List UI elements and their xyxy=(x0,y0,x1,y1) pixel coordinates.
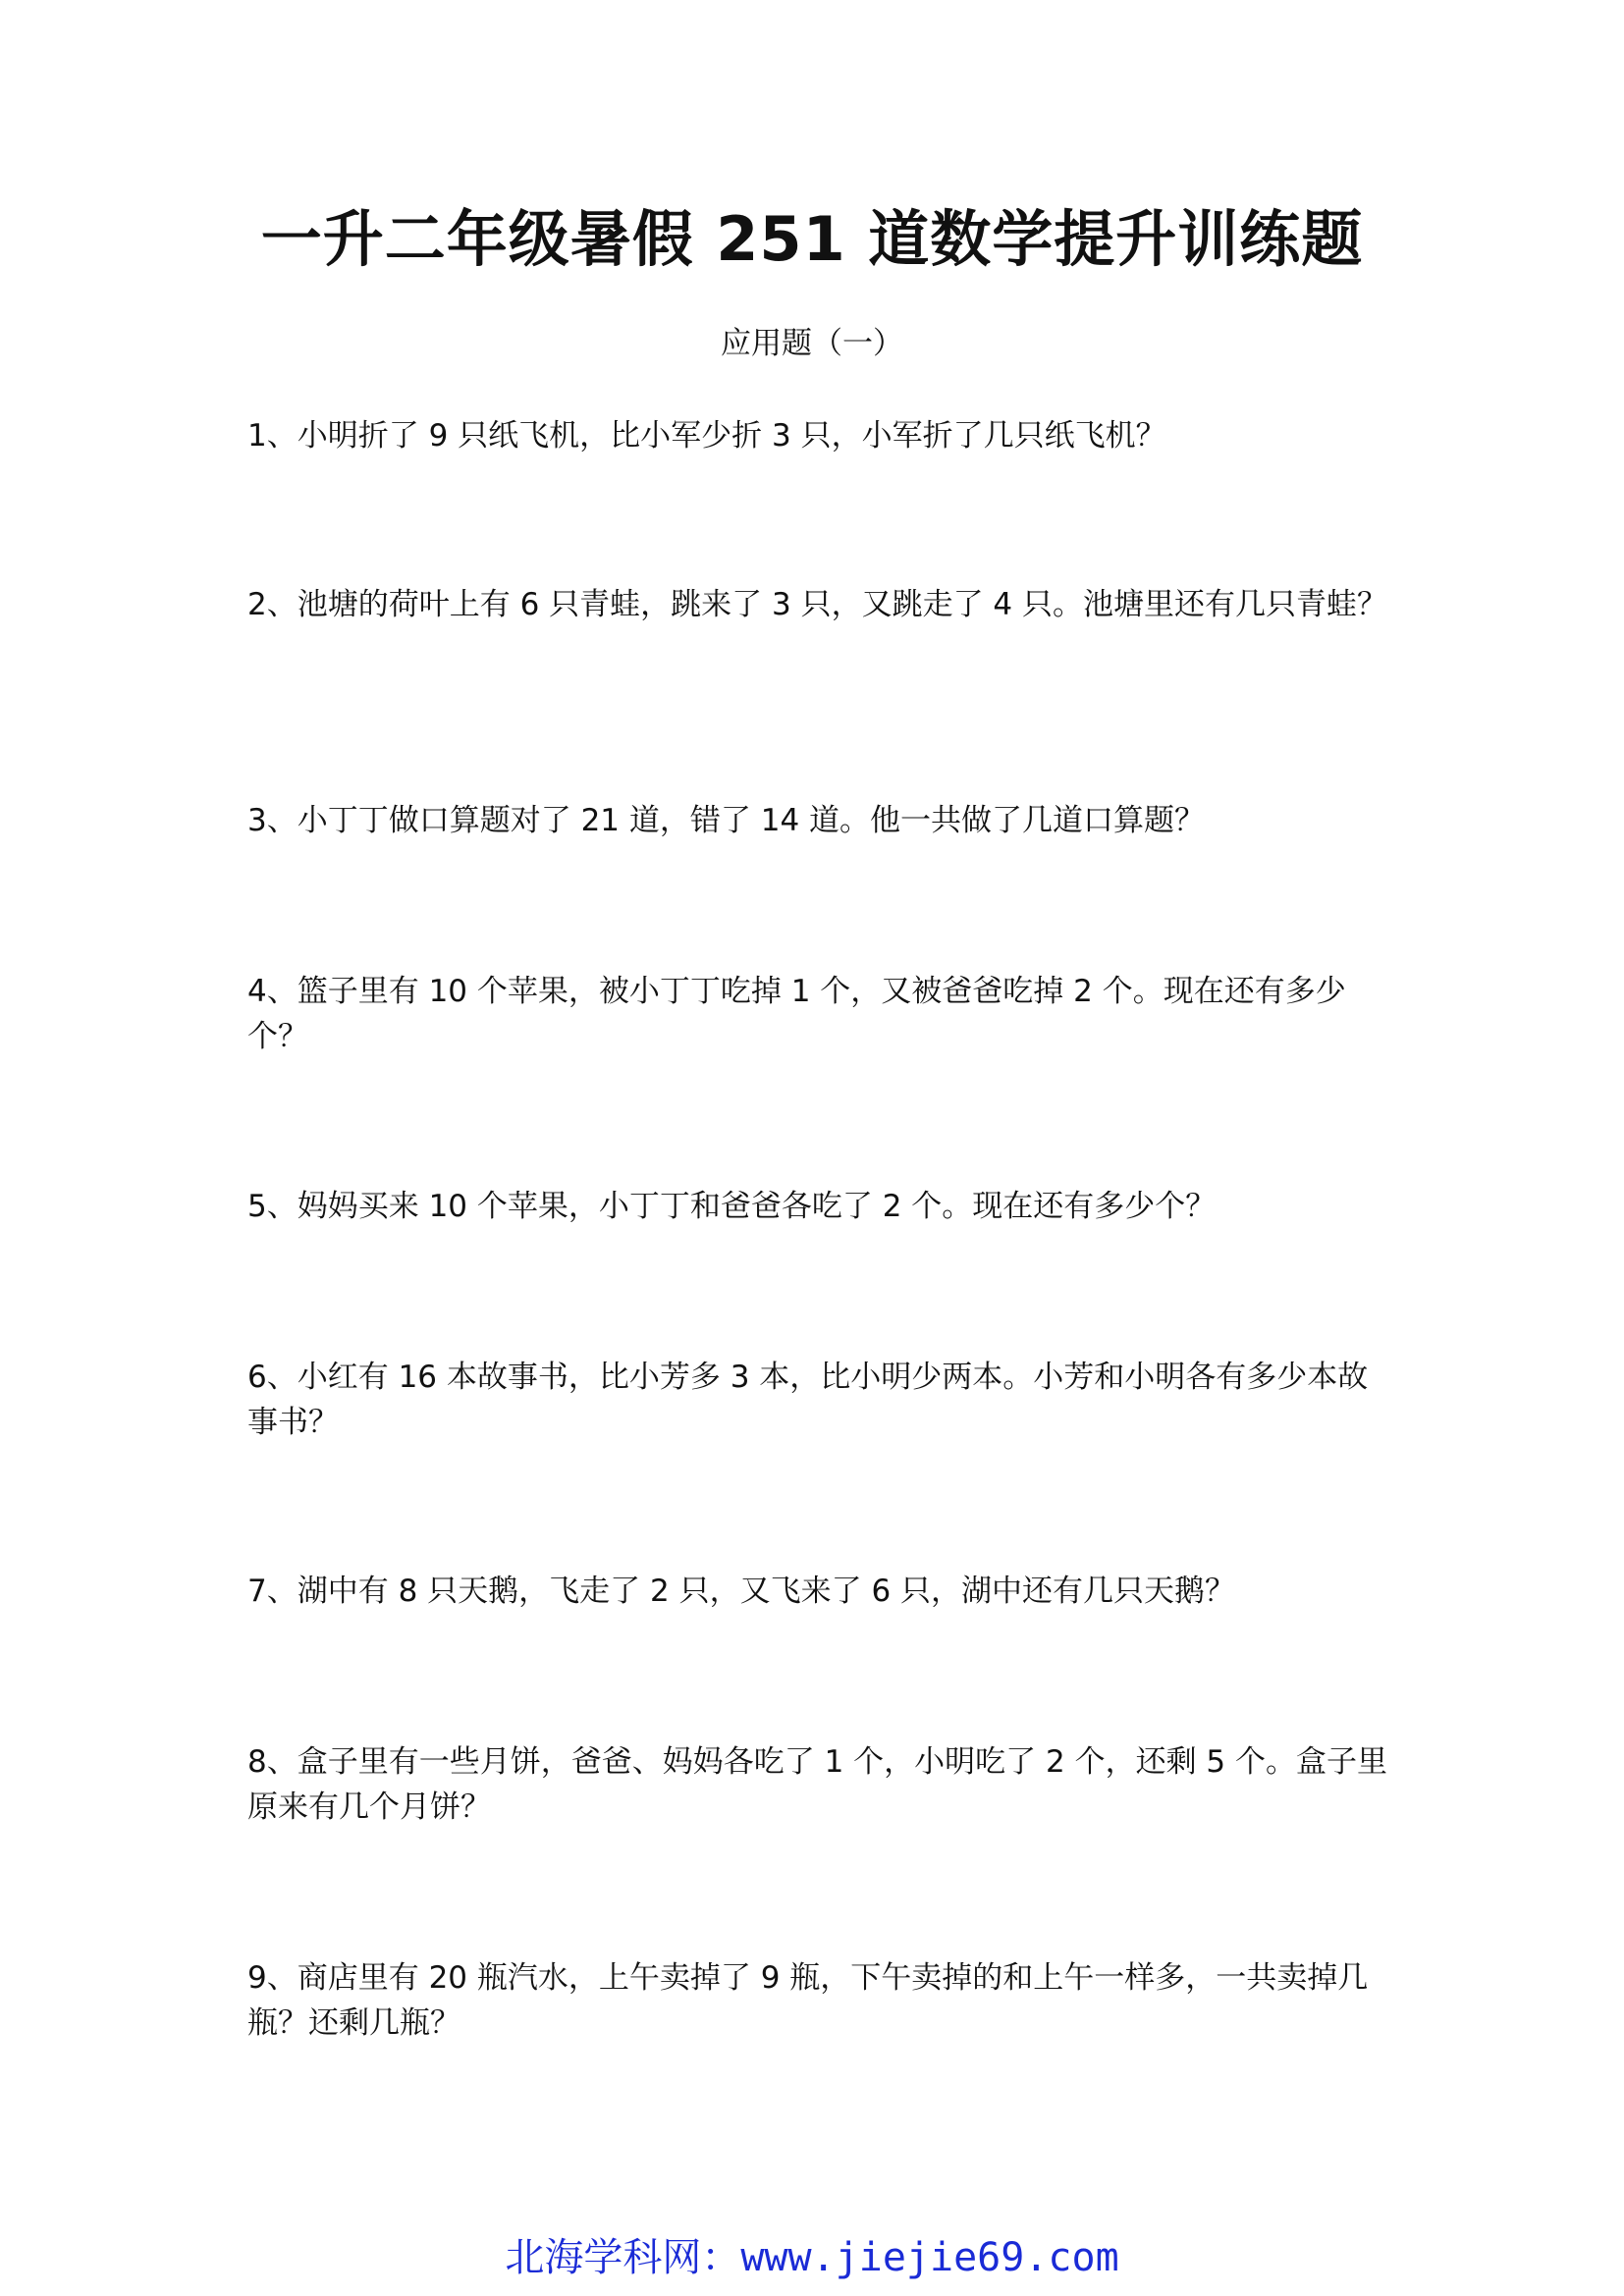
question-9: 9、商店里有 20 瓶汽水，上午卖掉了 9 瓶，下午卖掉的和上午一样多，一共卖掉几瓶？还剩几瓶？ xyxy=(247,1960,1369,2041)
question-2: 2、池塘的荷叶上有 6 只青蛙，跳来了 3 只，又跳走了 4 只。池塘里还有几只青蛙？ xyxy=(247,587,1388,622)
question-6: 6、小红有 16 本故事书，比小芳多 3 本，比小明少两本。小芳和小明各有多少本故事书？ xyxy=(247,1360,1369,1440)
section-title: 应用题（一） xyxy=(721,326,903,361)
question-8: 8、盒子里有一些月饼，爸爸、妈妈各吃了 1 个，小明吃了 2 个，还剩 5 个。盒子里原来有几个月饼？ xyxy=(247,1744,1388,1825)
page-title: 一升二年级暑假 251 道数学提升训练题 xyxy=(260,203,1364,275)
question-3: 3、小丁丁做口算题对了 21 道，错了 14 道。他一共做了几道口算题？ xyxy=(247,803,1206,838)
question-7: 7、湖中有 8 只天鹅，飞走了 2 只，又飞来了 6 只，湖中还有几只天鹅？ xyxy=(247,1574,1236,1609)
footer-website-link[interactable]: 北海学科网：www.jiejie69.com xyxy=(505,2235,1119,2280)
question-4: 4、篮子里有 10 个苹果，被小丁丁吃掉 1 个，又被爸爸吃掉 2 个。现在还有多少个？ xyxy=(247,974,1346,1054)
question-5: 5、妈妈买来 10 个苹果，小丁丁和爸爸各吃了 2 个。现在还有多少个？ xyxy=(247,1189,1217,1224)
question-1: 1、小明折了 9 只纸飞机，比小军少折 3 只，小军折了几只纸飞机？ xyxy=(247,418,1166,454)
